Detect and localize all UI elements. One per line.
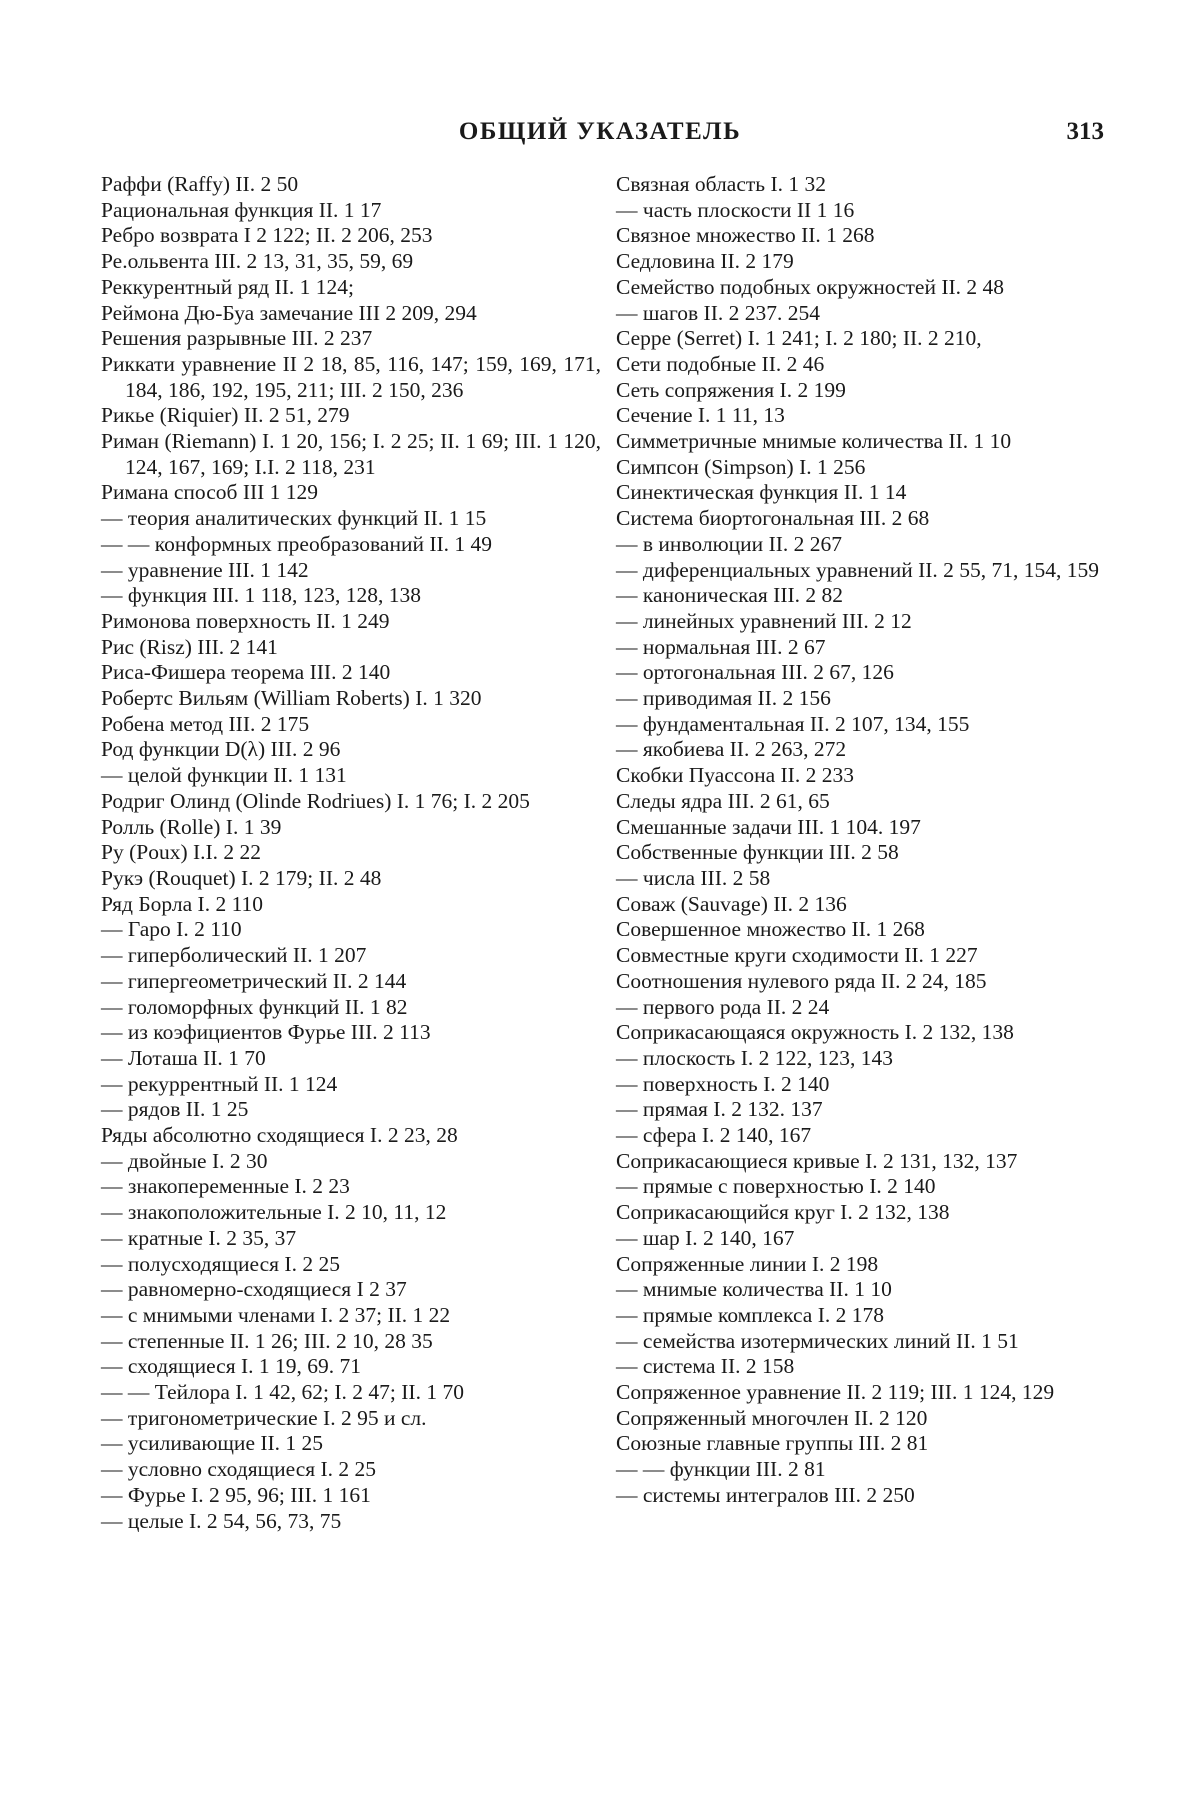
index-entry: — плоскость I. 2 122, 123, 143 [616, 1045, 893, 1070]
index-entry: — прямые с поверхностью I. 2 140 [616, 1174, 936, 1199]
index-entry: Семейство подобных окружностей II. 2 48 [616, 274, 1005, 299]
page-header [0, 118, 1200, 152]
index-entry: — часть плоскости II 1 16 [616, 197, 855, 222]
index-entry: Смешанные задачи III. 1 104. 197 [616, 814, 921, 839]
index-entry: Соваж (Sauvage) II. 2 136 [616, 891, 847, 916]
index-entry: Ру (Poux) I.I. 2 22 [101, 840, 262, 865]
index-entry: — Фурье I. 2 95, 96; III. 1 161 [101, 1482, 371, 1507]
index-entry: Ряд Борла I. 2 110 [101, 891, 264, 916]
index-entry: — функция III. 1 118, 123, 128, 138 [101, 583, 422, 608]
index-entry: Римана способ III 1 129 [101, 480, 319, 505]
index-entry: Сопряженные линии I. 2 198 [616, 1251, 879, 1276]
index-entry: — сходящиеся I. 1 19, 69. 71 [101, 1354, 362, 1379]
index-entry: — целые I. 2 54, 56, 73, 75 [101, 1508, 342, 1533]
index-entry: Соприкасающийся круг I. 2 132, 138 [616, 1200, 950, 1225]
index-column-left [101, 172, 601, 1534]
index-entry: — мнимые количества II. 1 10 [616, 1277, 892, 1302]
index-entry: Рикье (Riquier) II. 2 51, 279 [101, 403, 350, 428]
index-entry: Соприкасающаяся окружность I. 2 132, 138 [616, 1020, 1014, 1045]
index-entry: — рекуррентный II. 1 124 [101, 1071, 338, 1096]
index-entry: Ряды абсолютно сходящиеся I. 2 23, 28 [101, 1123, 458, 1148]
index-entry: — кратные I. 2 35, 37 [101, 1225, 297, 1250]
index-entry: — гипергеометрический II. 2 144 [101, 968, 407, 993]
index-entry: Риман (Riemann) I. 1 20, 156; I. 2 25; II. 1 69; III. 1 120, 124, 167, 169; I.I. 2 118, 231 [101, 429, 601, 479]
index-entry: — голоморфных функций II. 1 82 [101, 994, 408, 1019]
index-entry: Седловина II. 2 179 [616, 249, 794, 274]
index-entry: — якобиева II. 2 263, 272 [616, 737, 847, 762]
index-entry: — нормальная III. 2 67 [616, 634, 826, 659]
index-entry: Римонова поверхность II. 1 249 [101, 608, 390, 633]
index-entry: Рис (Risz) III. 2 141 [101, 634, 278, 659]
index-entry: — в инволюции II. 2 267 [616, 531, 843, 556]
index-entry: — — конформных преобразований II. 1 49 [101, 531, 493, 556]
page-number: 313 [1066, 118, 1104, 145]
index-entry: Ролль (Rolle) I. 1 39 [101, 814, 282, 839]
index-entry: — ортогональная III. 2 67, 126 [616, 660, 894, 685]
index-entry: Симпсон (Simpson) I. 1 256 [616, 454, 866, 479]
index-entry: Серре (Serret) I. 1 241; I. 2 180; II. 2 210, [616, 326, 982, 351]
index-entry: Сечение I. 1 11, 13 [616, 403, 785, 428]
index-entry: — система II. 2 158 [616, 1354, 795, 1379]
index-entry: Робена метод III. 2 175 [101, 711, 310, 736]
index-entry: Соотношения нулевого ряда II. 2 24, 185 [616, 968, 987, 993]
index-entry: — системы интегралов III. 2 250 [616, 1482, 915, 1507]
index-entry: — с мнимыми членами I. 2 37; II. 1 22 [101, 1302, 451, 1327]
index-entry: — гиперболический II. 1 207 [101, 943, 367, 968]
index-entry: — двойные I. 2 30 [101, 1148, 268, 1173]
index-entry: Рациональная функция II. 1 17 [101, 197, 382, 222]
index-entry: Симметричные мнимые количества II. 1 10 [616, 429, 1012, 454]
index-entry: — целой функции II. 1 131 [101, 763, 347, 788]
index-entry: — сфера I. 2 140, 167 [616, 1123, 812, 1148]
index-entry: Сопряженный многочлен II. 2 120 [616, 1405, 928, 1430]
index-entry: — — функции III. 2 81 [616, 1457, 826, 1482]
index-entry: — диференциальных уравнений II. 2 55, 71, 154, 159 [616, 557, 1100, 582]
index-entry: Рукэ (Rouquet) I. 2 179; II. 2 48 [101, 865, 382, 890]
index-entry: Ребро возврата I 2 122; II. 2 206, 253 [101, 223, 433, 248]
index-entry: — линейных уравнений III. 2 12 [616, 608, 912, 633]
index-entry: — шар I. 2 140, 167 [616, 1225, 795, 1250]
index-entry: Риса-Фишера теорема III. 2 140 [101, 660, 391, 685]
index-entry: Союзные главные группы III. 2 81 [616, 1431, 929, 1456]
index-column-right [616, 172, 1101, 1509]
index-entry: — уравнение III. 1 142 [101, 557, 309, 582]
index-entry: Синектическая функция II. 1 14 [616, 480, 907, 505]
index-entry: — числа III. 2 58 [616, 865, 771, 890]
index-entry: — каноническая III. 2 82 [616, 583, 844, 608]
index-entry: Ре.ольвента III. 2 13, 31, 35, 59, 69 [101, 249, 414, 274]
index-entry: — степенные II. 1 26; III. 2 10, 28 35 [101, 1328, 433, 1353]
index-entry: — фундаментальная II. 2 107, 134, 155 [616, 711, 970, 736]
index-entry: Система биортогональная III. 2 68 [616, 506, 930, 531]
index-entry: — прямая I. 2 132. 137 [616, 1097, 823, 1122]
index-entry: — приводимая II. 2 156 [616, 686, 831, 711]
index-entry: Следы ядра III. 2 61, 65 [616, 788, 830, 813]
index-entry: Раффи (Raffy) II. 2 50 [101, 172, 299, 196]
index-entry: Совершенное множество II. 1 268 [616, 917, 925, 942]
page-title: ОБЩИЙ УКАЗАТЕЛЬ [458, 118, 742, 145]
index-entry: — теория аналитических функций II. 1 15 [101, 506, 487, 531]
index-entry: Сопряженное уравнение II. 2 119; III. 1 124, 129 [616, 1380, 1055, 1405]
index-entry: Решения разрывные III. 2 237 [101, 326, 373, 351]
index-entry: — равномерно-сходящиеся I 2 37 [101, 1277, 407, 1302]
index-entry: — Гаро I. 2 110 [101, 917, 242, 942]
index-entry: Связная область I. 1 32 [616, 172, 826, 196]
index-entry: — прямые комплекса I. 2 178 [616, 1302, 884, 1327]
index-entry: — тригонометрические I. 2 95 и сл. [101, 1405, 427, 1430]
index-entry: — — Тейлора I. 1 42, 62; I. 2 47; II. 1 70 [101, 1380, 464, 1405]
index-entry: — первого рода II. 2 24 [616, 994, 830, 1019]
index-entry: — поверхность I. 2 140 [616, 1071, 830, 1096]
index-entry: — усиливающие II. 1 25 [101, 1431, 324, 1456]
index-entry: Собственные функции III. 2 58 [616, 840, 899, 865]
index-entry: Риккати уравнение II 2 18, 85, 116, 147; 159, 169, 171, 184, 186, 192, 195, 211; III. 2 150, 236 [101, 351, 601, 402]
index-entry: Сети подобные II. 2 46 [616, 351, 825, 376]
index-entry: Родриг Олинд (Olinde Rodriues) I. 1 76; I. 2 205 [101, 788, 530, 813]
index-entry: Робертс Вильям (William Roberts) I. 1 320 [101, 686, 482, 711]
index-entry: — из коэфициентов Фурье III. 2 113 [101, 1020, 431, 1045]
index-entry: — шагов II. 2 237. 254 [616, 300, 820, 325]
index-entry: Сеть сопряжения I. 2 199 [616, 377, 846, 402]
index-entry: Связное множество II. 1 268 [616, 223, 875, 248]
index-entry: — полусходящиеся I. 2 25 [101, 1251, 340, 1276]
index-entry: Совместные круги сходимости II. 1 227 [616, 943, 978, 968]
index-entry: — условно сходящиеся I. 2 25 [101, 1457, 377, 1482]
index-entry: — знакоположительные I. 2 10, 11, 12 [101, 1200, 447, 1225]
index-entry: — семейства изотермических линий II. 1 51 [616, 1328, 1019, 1353]
index-entry: — знакопеременные I. 2 23 [101, 1174, 350, 1199]
index-entry: Соприкасающиеся кривые I. 2 131, 132, 137 [616, 1148, 1018, 1173]
index-entry: — рядов II. 1 25 [101, 1097, 249, 1122]
index-entry: Род функции D(λ) III. 2 96 [101, 737, 341, 762]
index-entry: Скобки Пуассона II. 2 233 [616, 763, 854, 788]
index-entry: — Лоташа II. 1 70 [101, 1045, 266, 1070]
index-entry: Реккурентный ряд II. 1 124; [101, 274, 354, 299]
index-entry: Реймона Дю-Буа замечание III 2 209, 294 [101, 300, 477, 325]
